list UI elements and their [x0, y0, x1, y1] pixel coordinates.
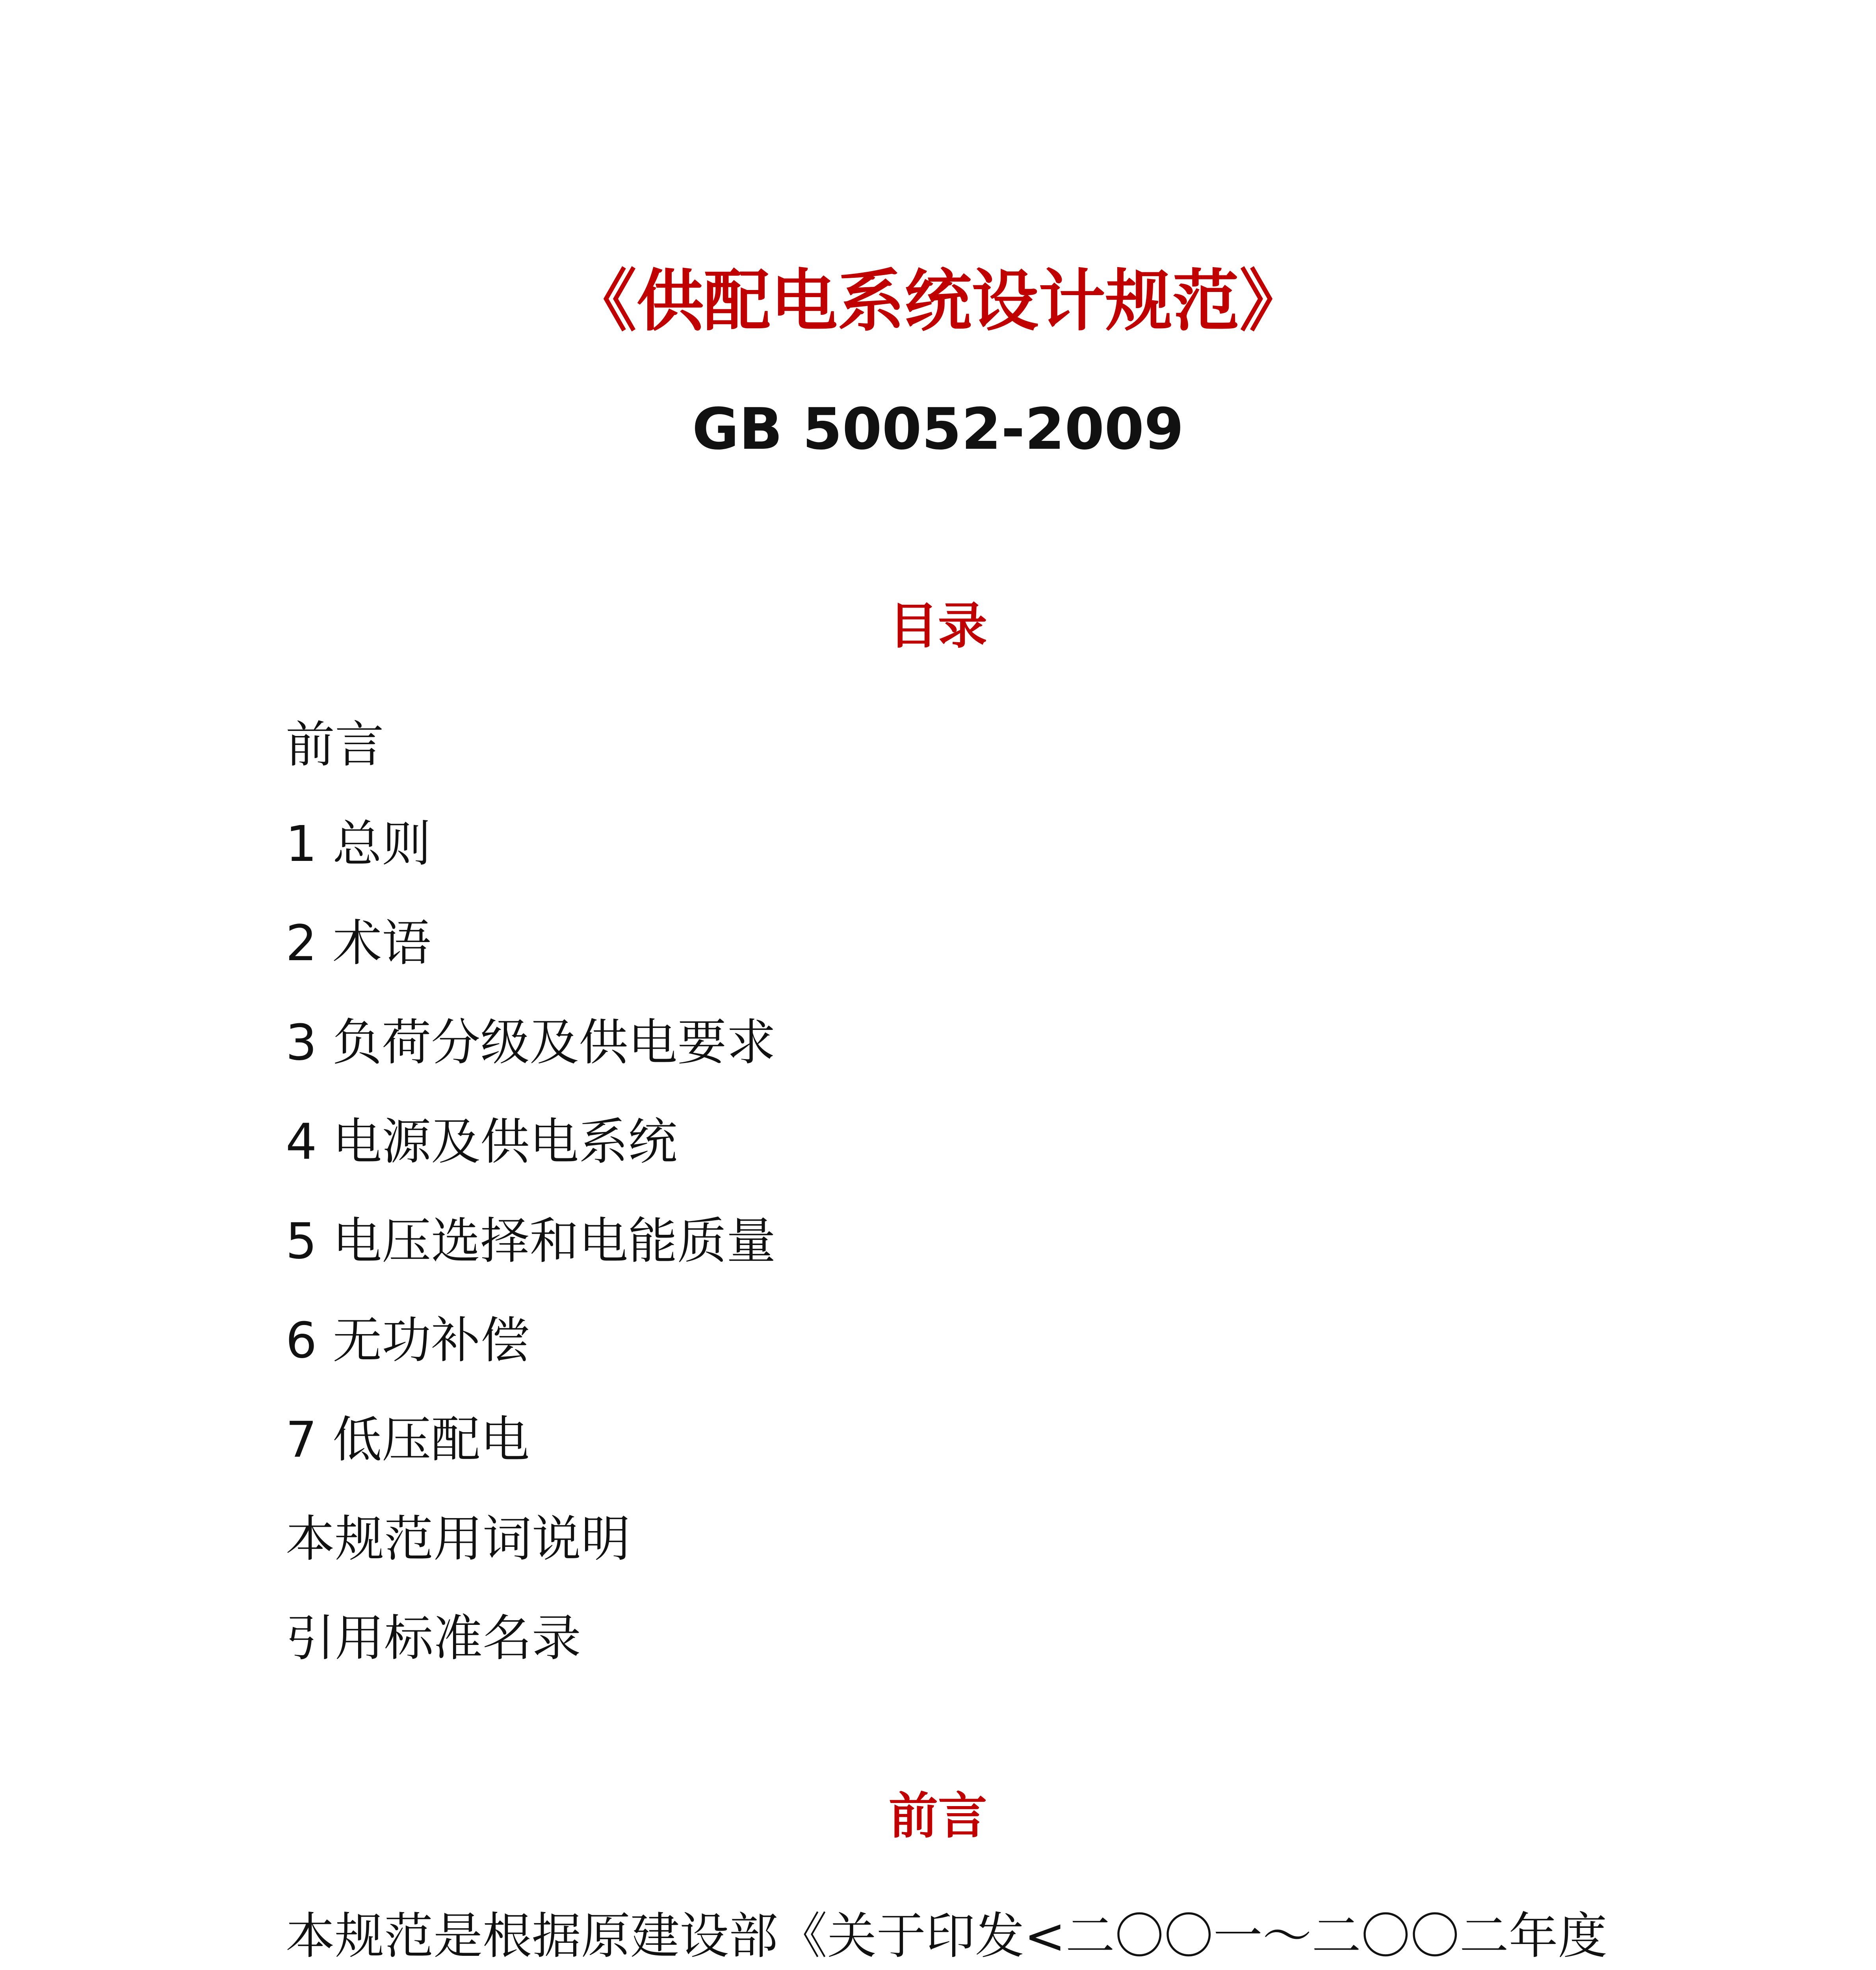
toc-item-reactive-compensation: 6 无功补偿: [286, 1312, 530, 1369]
toc-list: [286, 695, 776, 1688]
toc-item-preface: 前言: [286, 716, 384, 773]
toc-item-terms: 2 术语: [286, 915, 431, 972]
preface-body: [286, 1887, 1617, 1970]
preface-paragraph: 本规范是根据原建设部《关于印发<二〇〇一～二〇〇二年度: [286, 1908, 1607, 1965]
toc-item-wording-explanation: 本规范用词说明: [286, 1511, 630, 1568]
toc-item-general: 1 总则: [286, 816, 431, 873]
toc-heading: 目录: [889, 598, 987, 655]
toc-item-referenced-standards: 引用标准名录: [286, 1610, 581, 1667]
standard-code: GB 50052-2009: [692, 396, 1184, 463]
toc-item-voltage-quality: 5 电压选择和电能质量: [286, 1213, 776, 1270]
toc-item-load-classification: 3 负荷分级及供电要求: [286, 1014, 776, 1071]
toc-item-low-voltage-distribution: 7 低压配电: [286, 1411, 530, 1468]
toc-item-power-source: 4 电源及供电系统: [286, 1113, 678, 1171]
document-title: 《供配电系统设计规范》: [569, 262, 1306, 340]
preface-heading: 前言: [889, 1788, 987, 1845]
